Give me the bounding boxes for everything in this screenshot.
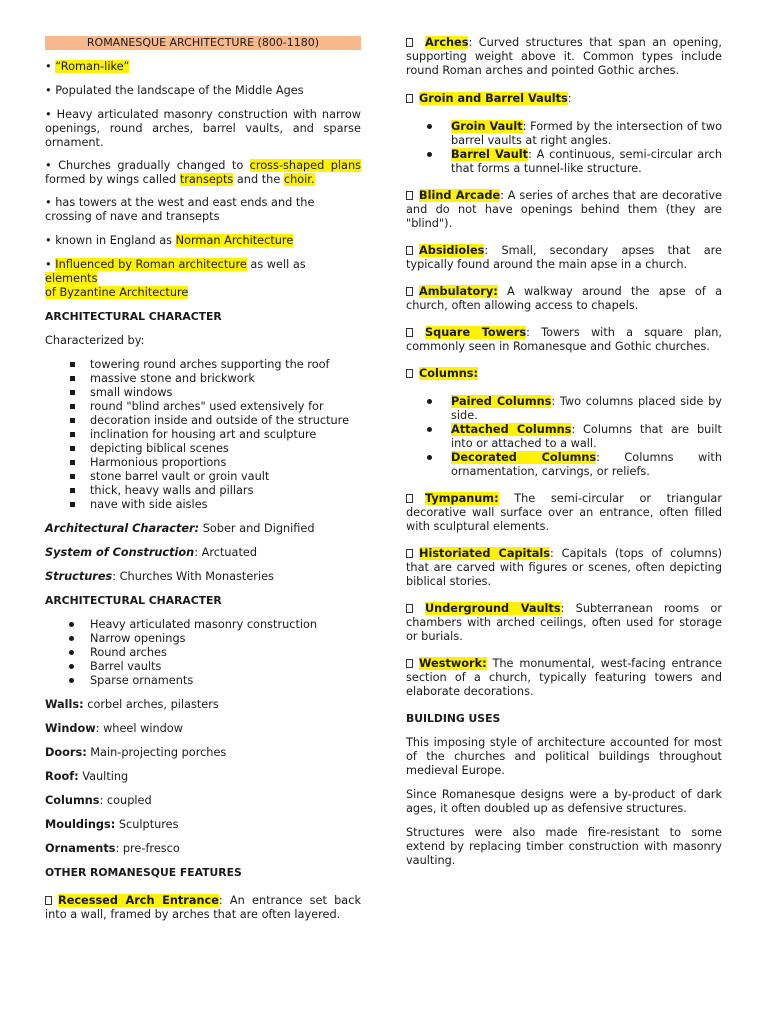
uses-paragraph: Since Romanesque designs were a by-product of dark ages, it often doubled up as defensive structures. <box>406 788 722 815</box>
list-item: round "blind arches" used extensively for <box>45 400 361 414</box>
list-item: Sparse ornaments <box>45 674 361 688</box>
list-item: Barrel vaults <box>45 660 361 674</box>
arch-character-line: Architectural Character: Sober and Dignified <box>45 522 315 535</box>
right-column <box>406 36 722 868</box>
feature-vaults: Groin and Barrel Vaults: <box>406 92 722 106</box>
missing-glyph-icon <box>406 659 413 668</box>
characteristics-list <box>45 358 361 512</box>
element-columns: Columns: coupled <box>45 794 152 807</box>
intro-bullet-3: • Heavy articulated masonry construction with narrow openings, round arches, barrel vaults, and sparse ornament. <box>45 108 361 149</box>
missing-glyph-icon <box>45 896 52 905</box>
intro-bullet-1: • “Roman-like” <box>45 60 130 73</box>
highlight: “Roman-like” <box>55 60 130 73</box>
element-roof: Roof: Vaulting <box>45 770 129 783</box>
element-mouldings: Mouldings: Sculptures <box>45 818 179 831</box>
uses-paragraph: Structures were also made fire-resistant to some extend by replacing timber construction with masonry vaulting. <box>406 826 722 867</box>
element-window: Window: wheel window <box>45 722 183 735</box>
feature-westwork: Westwork: The monumental, west-facing entrance section of a church, typically featuring towers and elaborate decorations. <box>406 657 722 698</box>
columns-list <box>406 395 722 479</box>
feature-ambulatory: Ambulatory: A walkway around the apse of a church, often allowing access to chapels. <box>406 285 722 312</box>
list-item: thick, heavy walls and pillars <box>45 484 361 498</box>
intro-bullet-5: • has towers at the west and east ends and the crossing of nave and transepts <box>45 196 315 223</box>
left-column <box>45 36 361 922</box>
section-heading: ARCHITECTURAL CHARACTER <box>45 310 222 323</box>
list-item: small windows <box>45 386 361 400</box>
element-ornaments: Ornaments: pre-fresco <box>45 842 180 855</box>
construction-line: System of Construction: Arctuated <box>45 546 258 559</box>
missing-glyph-icon <box>406 369 413 378</box>
list-item: Round arches <box>45 646 361 660</box>
feature-recessed-arch: Recessed Arch Entrance: An entrance set back into a wall, framed by arches that are often layered. <box>45 894 361 921</box>
list-item: Decorated Columns: Columns with ornamentation, carvings, or reliefs. <box>406 451 722 479</box>
list-item: massive stone and brickwork <box>45 372 361 386</box>
feature-tympanum: Tympanum: The semi-circular or triangular decorative wall surface over an entrance, often filled with sculptural elements. <box>406 492 722 533</box>
intro-bullet-7: • Influenced by Roman architecture as well as elements of Byzantine Architecture <box>45 258 306 299</box>
list-item: Attached Columns: Columns that are built into or attached to a wall. <box>406 423 722 451</box>
missing-glyph-icon <box>406 549 413 558</box>
list-item: Narrow openings <box>45 632 361 646</box>
character-list <box>45 618 361 688</box>
missing-glyph-icon <box>406 191 413 200</box>
characterized-lead: Characterized by: <box>45 334 145 347</box>
missing-glyph-icon <box>406 246 413 255</box>
vaults-list <box>406 120 722 176</box>
missing-glyph-icon <box>406 604 413 613</box>
element-walls: Walls: corbel arches, pilasters <box>45 698 219 711</box>
missing-glyph-icon <box>406 94 413 103</box>
intro-bullet-4: • Churches gradually changed to cross-shaped plans formed by wings called transepts and the choir. <box>45 159 361 186</box>
list-item: Harmonious proportions <box>45 456 361 470</box>
feature-absidioles: Absidioles: Small, secondary apses that are typically found around the main apse in a church. <box>406 244 722 271</box>
page-title: ROMANESQUE ARCHITECTURE (800-1180) <box>45 36 361 50</box>
feature-arches: Arches: Curved structures that span an opening, supporting weight above it. Common types include round Roman arches and pointed Gothic arches. <box>406 36 722 77</box>
feature-historiated-capitals: Historiated Capitals: Capitals (tops of columns) that are carved with figures or scenes, often depicting biblical stories. <box>406 547 722 588</box>
list-item: inclination for housing art and sculpture <box>45 428 361 442</box>
element-doors: Doors: Main-projecting porches <box>45 746 227 759</box>
missing-glyph-icon <box>406 38 413 47</box>
feature-blind-arcade: Blind Arcade: A series of arches that are decorative and do not have openings behind them (they are "blind"). <box>406 189 722 230</box>
section-heading: OTHER ROMANESQUE FEATURES <box>45 866 242 879</box>
list-item: towering round arches supporting the roof <box>45 358 361 372</box>
intro-bullet-6: • known in England as Norman Architecture <box>45 234 294 247</box>
missing-glyph-icon <box>406 287 413 296</box>
uses-paragraph: This imposing style of architecture accounted for most of the churches and political buildings throughout medieval Europe. <box>406 736 722 777</box>
list-item: Barrel Vault: A continuous, semi-circular arch that forms a tunnel-like structure. <box>406 148 722 176</box>
feature-underground-vaults: Underground Vaults: Subterranean rooms or chambers with arched ceilings, often used for storage or burials. <box>406 602 722 643</box>
section-heading: ARCHITECTURAL CHARACTER <box>45 594 222 607</box>
missing-glyph-icon <box>406 494 413 503</box>
missing-glyph-icon <box>406 328 413 337</box>
list-item: depicting biblical scenes <box>45 442 361 456</box>
list-item: Heavy articulated masonry construction <box>45 618 361 632</box>
list-item: stone barrel vault or groin vault <box>45 470 361 484</box>
feature-columns: Columns: <box>406 367 722 381</box>
structures-line: Structures: Churches With Monasteries <box>45 570 274 583</box>
feature-square-towers: Square Towers: Towers with a square plan, commonly seen in Romanesque and Gothic churches. <box>406 326 722 353</box>
intro-bullet-2: • Populated the landscape of the Middle Ages <box>45 84 304 97</box>
section-heading: BUILDING USES <box>406 712 501 725</box>
list-item: decoration inside and outside of the structure <box>45 414 361 428</box>
list-item: Groin Vault: Formed by the intersection of two barrel vaults at right angles. <box>406 120 722 148</box>
list-item: Paired Columns: Two columns placed side by side. <box>406 395 722 423</box>
list-item: nave with side aisles <box>45 498 361 512</box>
